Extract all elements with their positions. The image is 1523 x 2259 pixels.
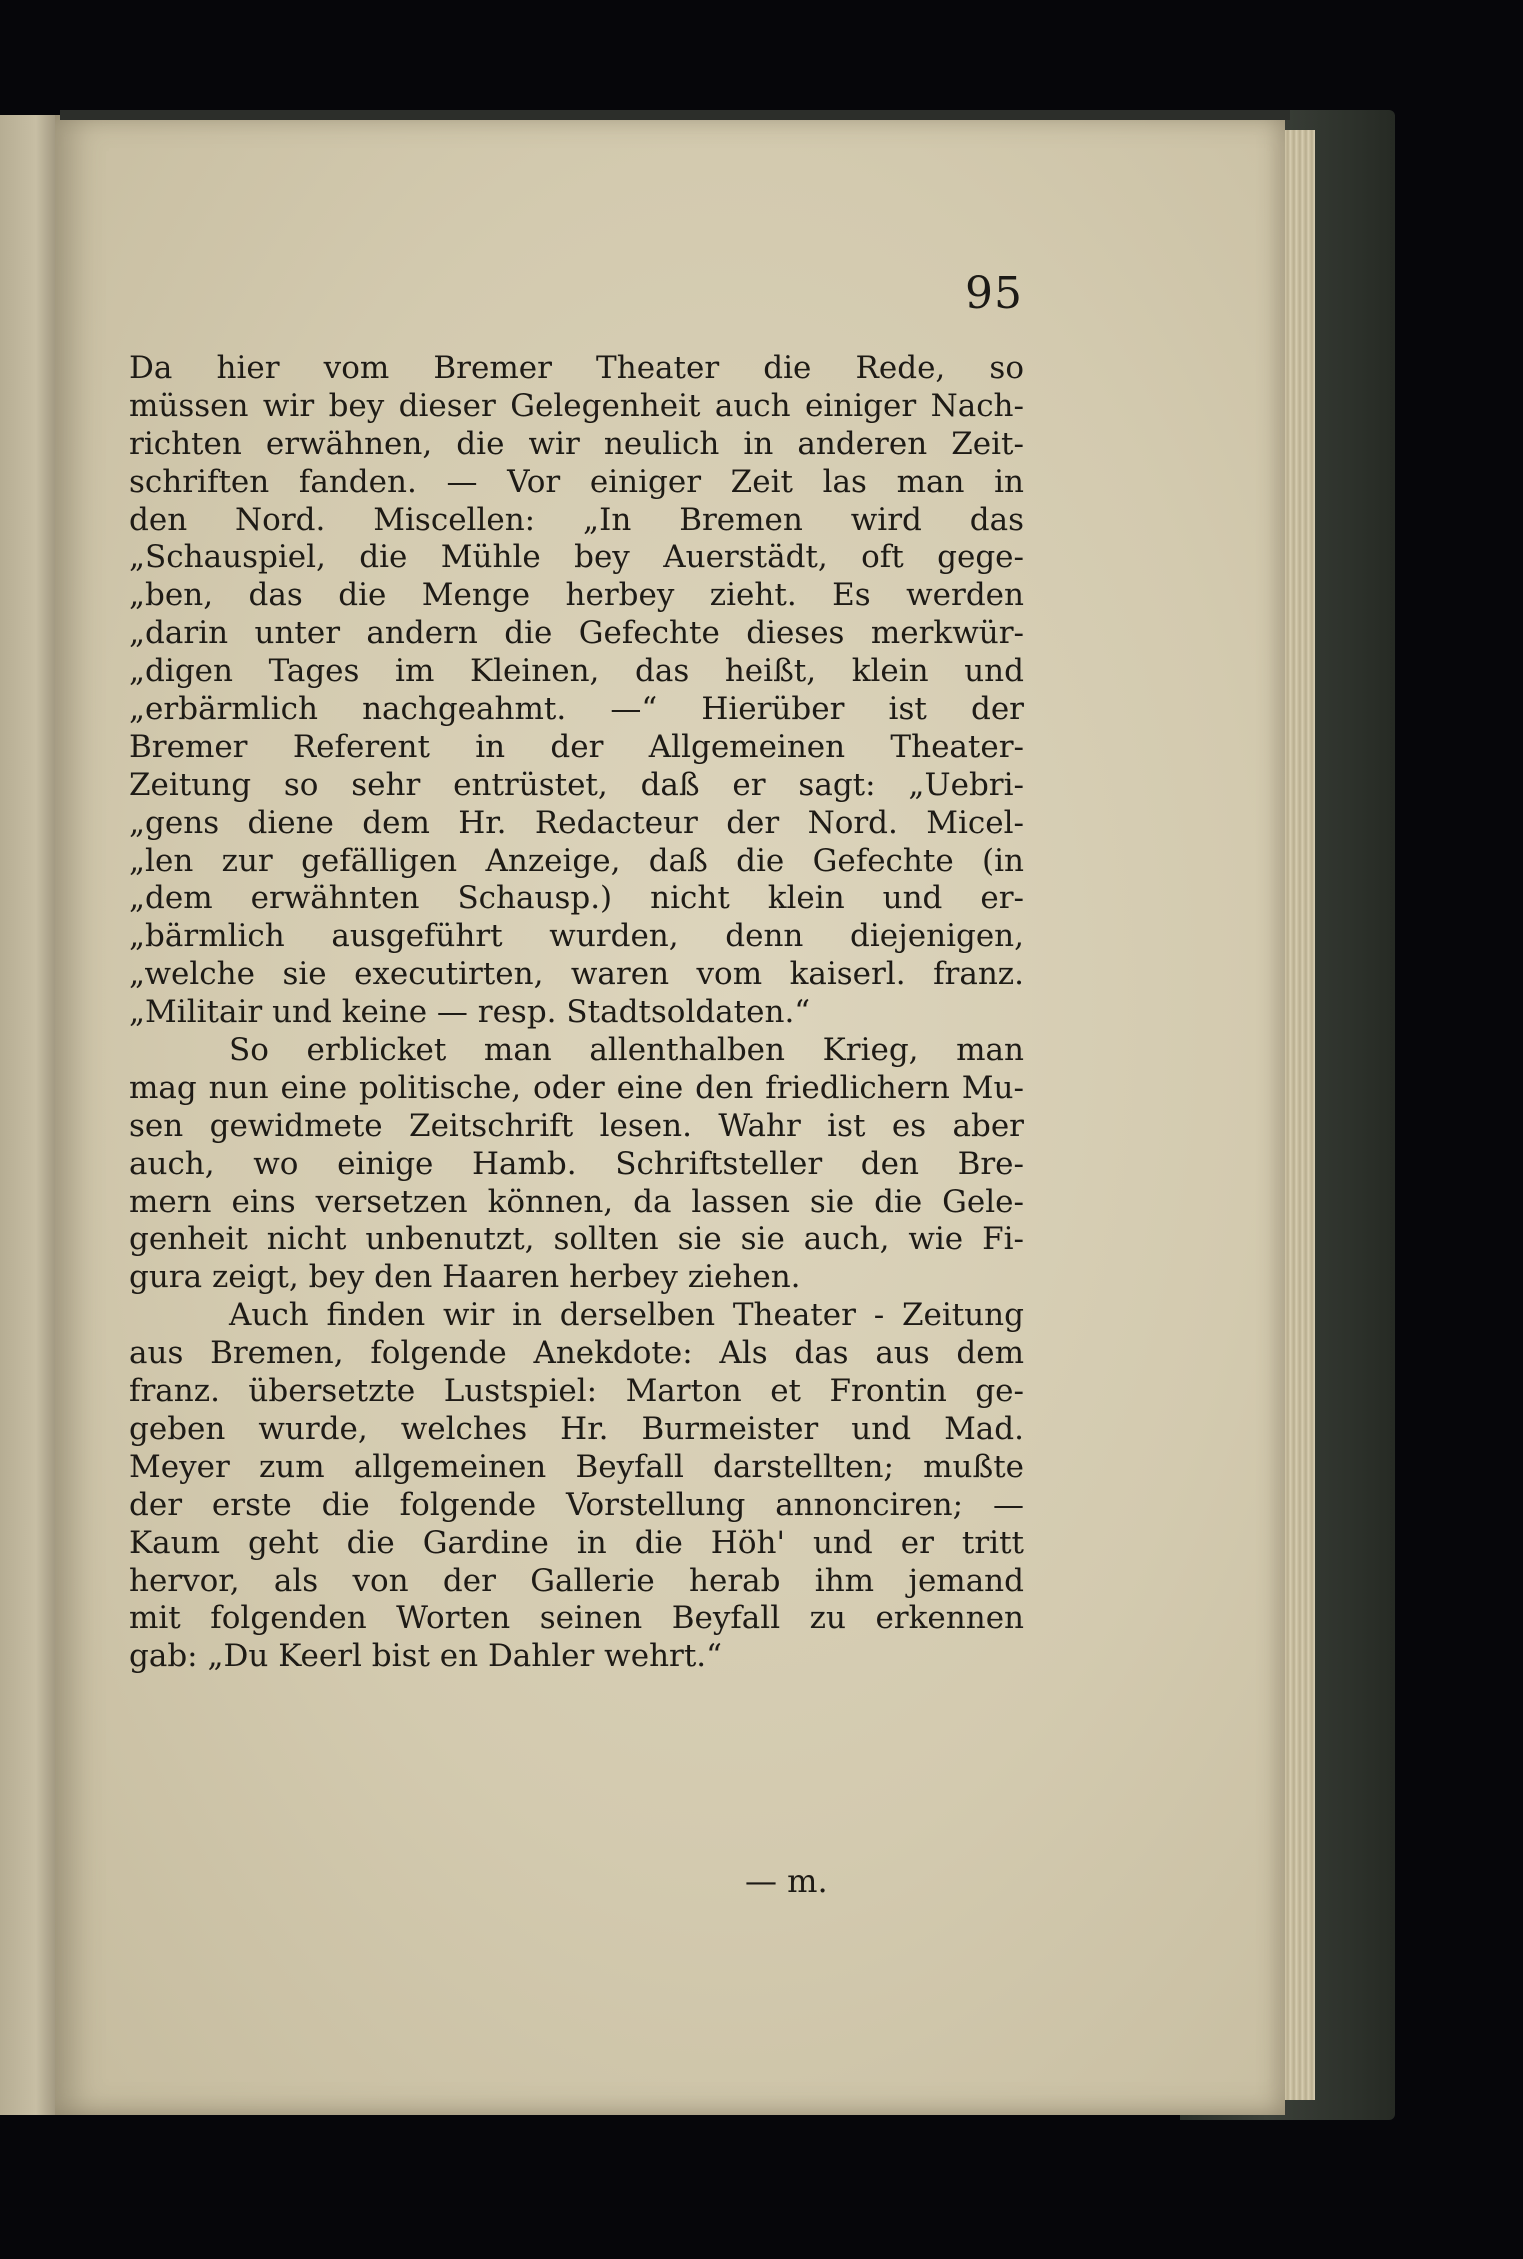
left-page-edge [0, 115, 60, 2115]
text-line: richten erwähnen, die wir neulich in anderen Zeit- [129, 425, 1024, 462]
text-line: aus Bremen, folgende Anekdote: Als das aus dem [129, 1335, 1024, 1372]
text-line: franz. übersetzte Lustspiel: Marton et Frontin ge- [129, 1373, 1024, 1410]
text-line: gura zeigt, bey den Haaren herbey ziehen. [129, 1259, 801, 1296]
text-line: „erbärmlich nachgeahmt. —“ Hierüber ist der [129, 691, 1024, 728]
text-line: „darin unter andern die Gefechte dieses merkwür- [129, 615, 1024, 652]
text-line: genheit nicht unbenutzt, sollten sie sie auch, wie Fi- [129, 1221, 1024, 1258]
text-line: sen gewidmete Zeitschrift lesen. Wahr ist es aber [129, 1107, 1024, 1144]
text-line: der erste die folgende Vorstellung annonciren; — [129, 1486, 1024, 1523]
paragraph-2 [129, 1032, 1024, 1297]
author-signature: — m. [745, 1862, 828, 1900]
text-line: schriften fanden. — Vor einiger Zeit las man in [129, 463, 1024, 500]
text-line: „digen Tages im Kleinen, das heißt, klein und [129, 653, 1024, 690]
text-line: den Nord. Miscellen: „In Bremen wird das [129, 501, 1024, 538]
text-line: „Militair und keine — resp. Stadtsoldaten.“ [129, 994, 811, 1031]
text-line: So erblicket man allenthalben Krieg, man [229, 1032, 1024, 1069]
text-line: „bärmlich ausgeführt wurden, denn diejenigen, [129, 918, 1024, 955]
text-line: hervor, als von der Gallerie herab ihm jemand [129, 1562, 1024, 1599]
text-line: Zeitung so sehr entrüstet, daß er sagt: „Uebri- [129, 766, 1024, 803]
text-line: Kaum geht die Gardine in die Höh' und er tritt [129, 1524, 1024, 1561]
text-line: „len zur gefälligen Anzeige, daß die Gefechte (in [129, 842, 1024, 879]
text-line: „ben, das die Menge herbey zieht. Es werden [129, 577, 1024, 614]
paragraph-1 [129, 350, 1024, 1032]
text-line: „welche sie executirten, waren vom kaiserl. franz. [129, 956, 1024, 993]
page-text [129, 350, 1024, 1676]
text-line: „gens diene dem Hr. Redacteur der Nord. Micel- [129, 804, 1024, 841]
paragraph-3 [129, 1297, 1024, 1676]
text-line: Auch finden wir in derselben Theater - Zeitung [229, 1297, 1024, 1334]
text-line: Bremer Referent in der Allgemeinen Theater- [129, 728, 1024, 765]
text-line: Meyer zum allgemeinen Beyfall darstellten; mußte [129, 1448, 1024, 1485]
page-number: 95 [965, 268, 1023, 319]
text-line: mag nun eine politische, oder eine den friedlichern Mu- [129, 1069, 1024, 1106]
text-line: „dem erwähnten Schausp.) nicht klein und er- [129, 880, 1024, 917]
text-line: mit folgenden Worten seinen Beyfall zu erkennen [129, 1600, 1024, 1637]
text-line: geben wurde, welches Hr. Burmeister und Mad. [129, 1410, 1024, 1447]
text-line: „Schauspiel, die Mühle bey Auerstädt, oft gege- [129, 539, 1024, 576]
text-line: müssen wir bey dieser Gelegenheit auch einiger Nach- [129, 387, 1024, 424]
text-line: Da hier vom Bremer Theater die Rede, so [129, 350, 1024, 386]
text-line: gab: „Du Keerl bist en Dahler wehrt.“ [129, 1638, 723, 1675]
text-line: auch, wo einige Hamb. Schriftsteller den Bre- [129, 1145, 1024, 1182]
text-line: mern eins versetzen können, da lassen sie die Gele- [129, 1183, 1024, 1220]
top-binding-edge [60, 110, 1290, 120]
